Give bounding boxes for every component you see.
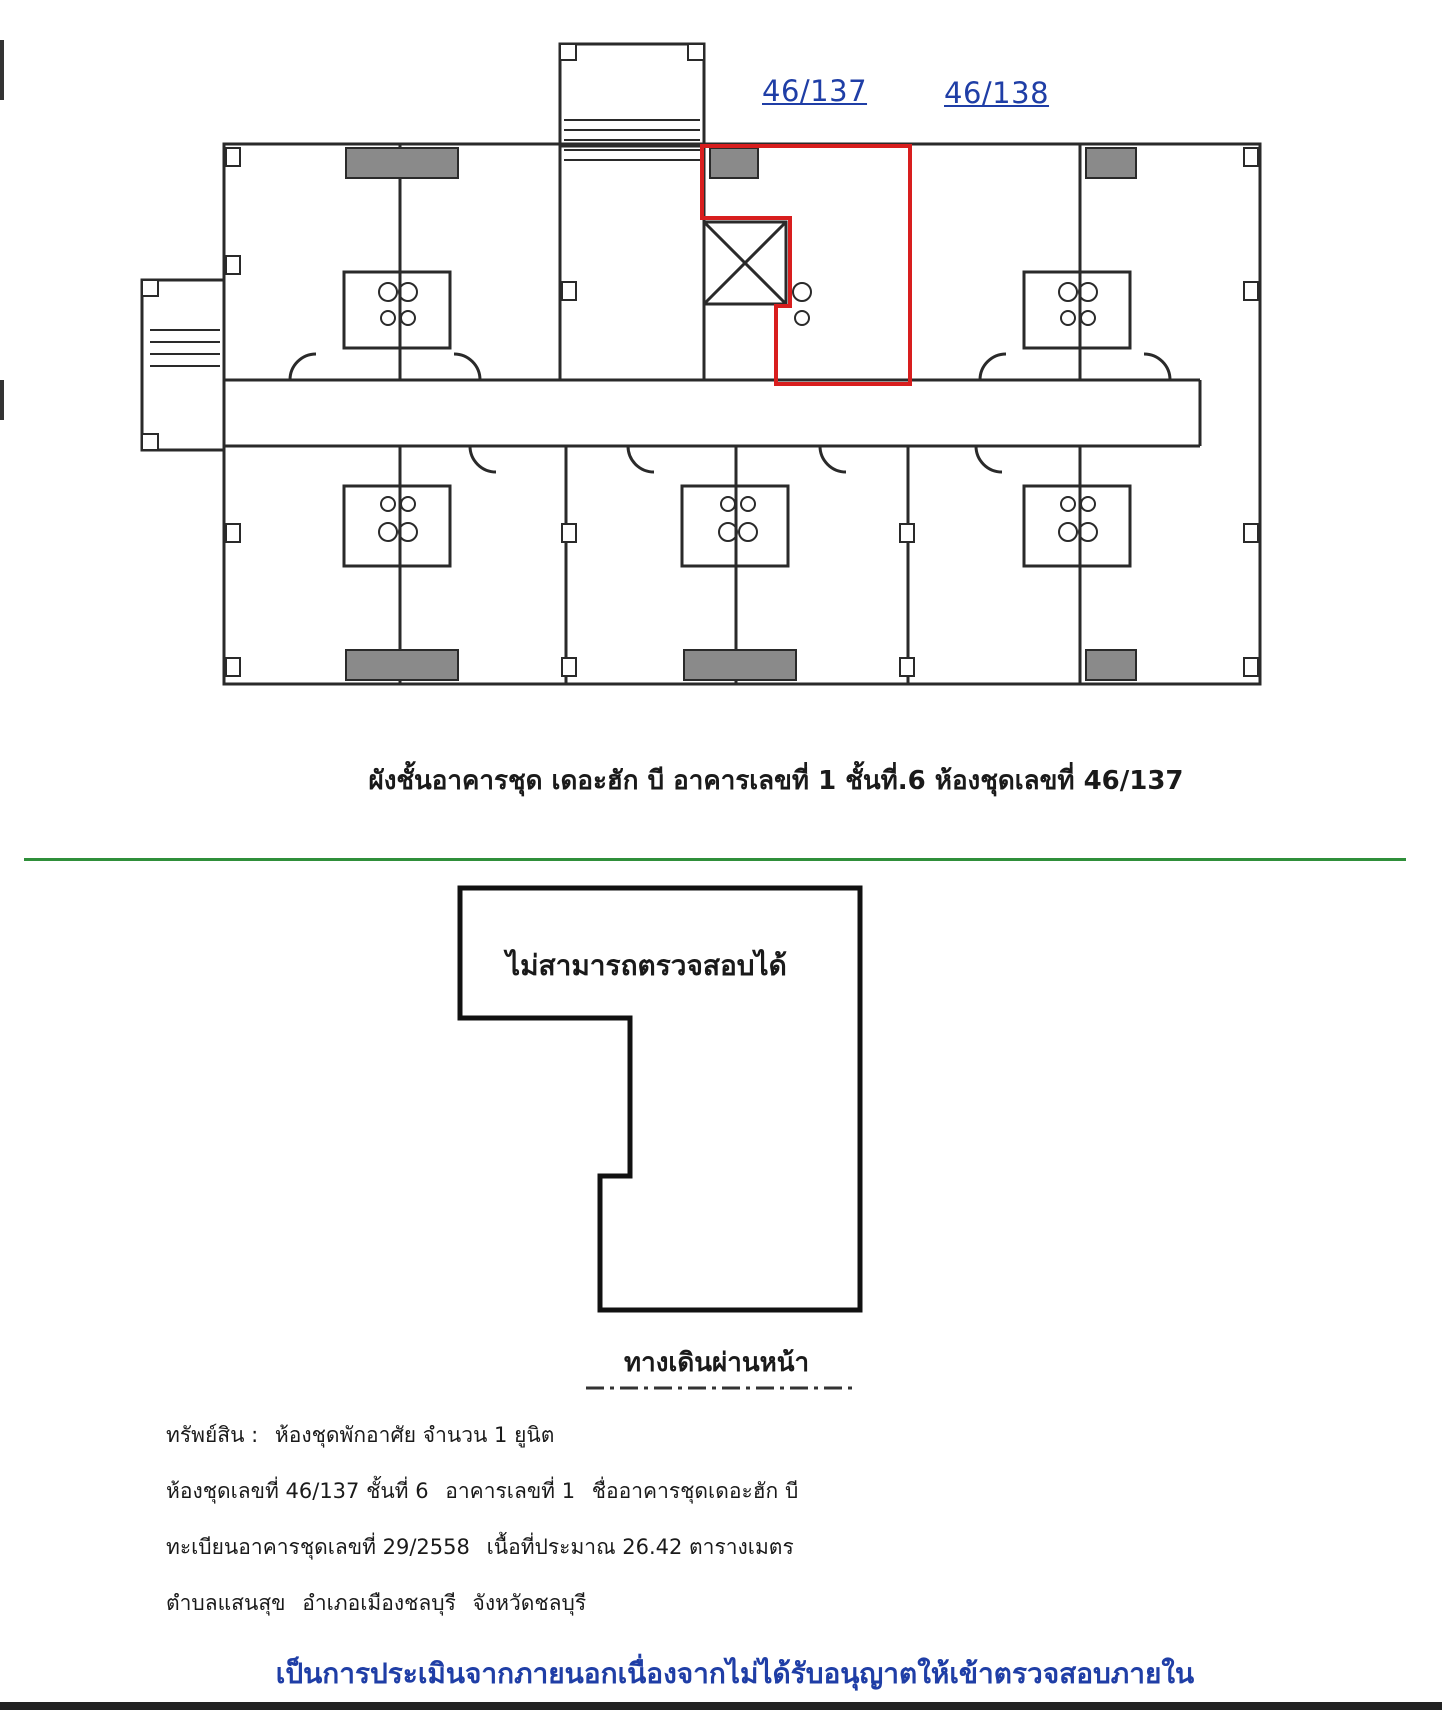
detail-row-asset [166, 1418, 798, 1474]
assessment-note [0, 1652, 1442, 1696]
walkway-dash-line [586, 1386, 856, 1390]
assessment-note-text: เป็นการประเมินจากภายนอกเนื่องจากไม่ได้รับอนุญาตให้เข้าตรวจสอบภายใน [275, 1657, 1195, 1690]
detail-district: อำเภอเมืองชลบุรี [302, 1591, 456, 1615]
detail-row-registration [166, 1530, 798, 1586]
floor-plan-drawing [0, 0, 1442, 760]
detail-building-name: ชื่ออาคารชุดเดอะฮัก บี [591, 1479, 799, 1503]
detail-asset-label: ทรัพย์สิน : [166, 1423, 259, 1447]
floor-plan-caption-text: ผังชั้นอาคารชุด เดอะฮัก บี อาคารเลขที่ 1 ชั้นที่.6 ห้องชุดเลขที่ 46/137 [368, 766, 1184, 796]
detail-registration: ทะเบียนอาคารชุดเลขที่ 29/2558 [166, 1535, 470, 1559]
floor-plan-caption [0, 760, 1442, 801]
highlighted-unit-outline [702, 146, 910, 384]
detail-row-unit [166, 1474, 798, 1530]
detail-subdistrict: ตำบลแสนสุข [166, 1591, 286, 1615]
detail-unit-number: ห้องชุดเลขที่ 46/137 ชั้นที่ 6 [166, 1479, 429, 1503]
unit-label-46-138: 46/138 [944, 76, 1050, 110]
bottom-border [0, 1702, 1442, 1710]
walkway-label: ทางเดินผ่านหน้า [624, 1348, 810, 1378]
detail-area: เนื้อที่ประมาณ 26.42 ตารางเมตร [486, 1535, 794, 1559]
detail-building-number: อาคารเลขที่ 1 [445, 1479, 576, 1503]
not-inspectable-label: ไม่สามารถตรวจสอบได้ [506, 949, 787, 982]
building-outline [224, 144, 1260, 684]
property-details [166, 1418, 798, 1642]
section-divider [24, 858, 1406, 861]
detail-row-location [166, 1586, 798, 1642]
unit-label-46-137: 46/137 [762, 74, 868, 108]
detail-asset-value: ห้องชุดพักอาศัย จำนวน 1 ยูนิต [274, 1423, 555, 1447]
detail-province: จังหวัดชลบุรี [472, 1591, 587, 1615]
